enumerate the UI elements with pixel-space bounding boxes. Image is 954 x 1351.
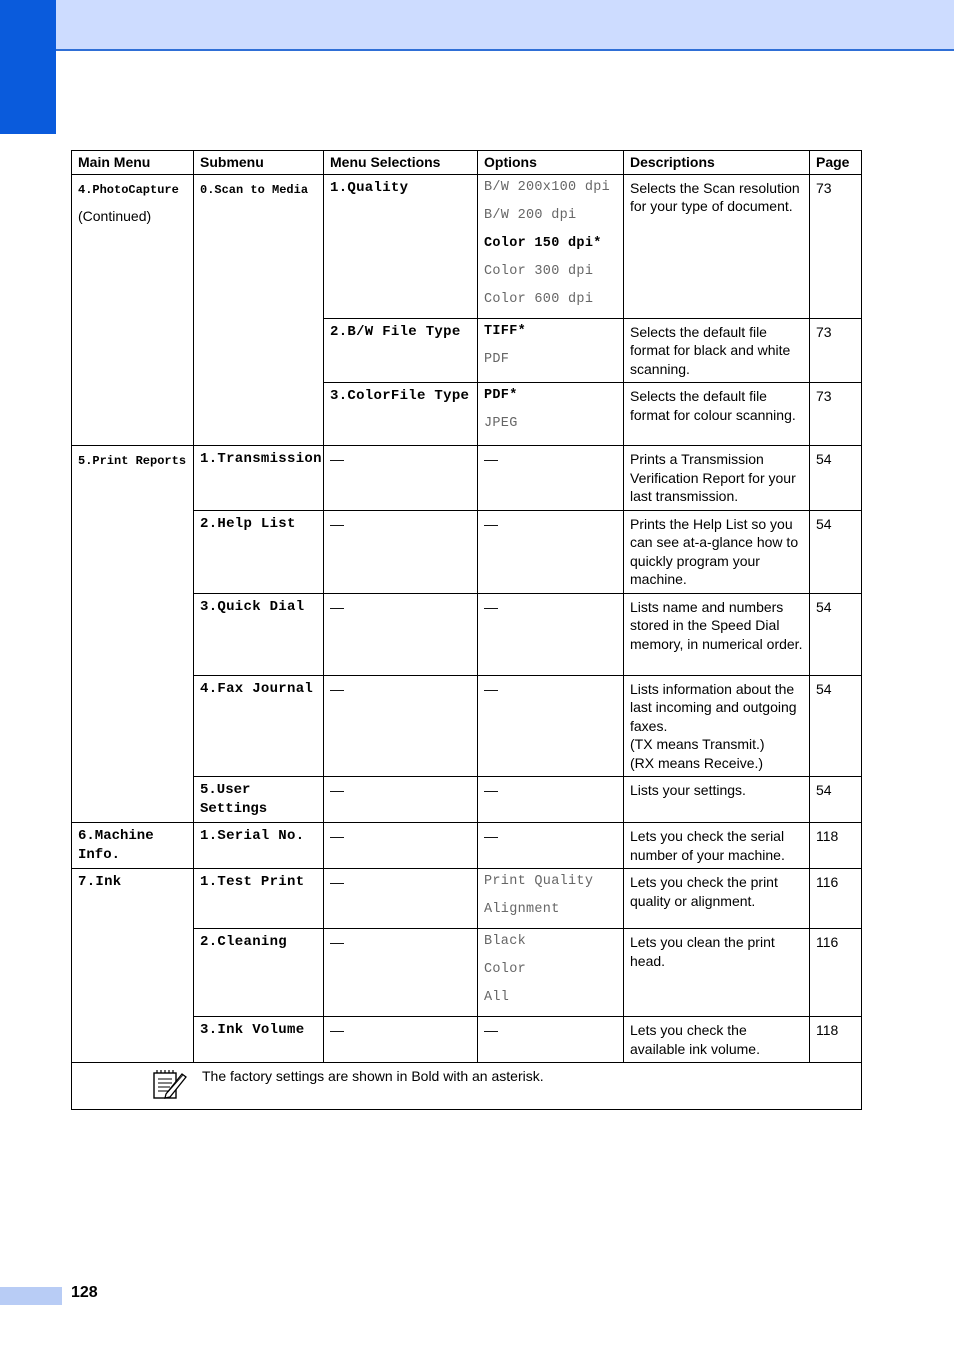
description-cell: Lets you check the print quality or alignment.	[624, 869, 810, 929]
table-header-row	[72, 151, 862, 175]
selection-cell: —	[324, 869, 478, 929]
header-descriptions: Descriptions	[624, 151, 810, 175]
page-cell: 118	[810, 823, 862, 869]
description-text: (RX means Receive.)	[630, 754, 764, 771]
page-cell: 73	[810, 318, 862, 383]
submenu-label: 0.Scan to Media	[200, 182, 309, 197]
description-cell	[624, 675, 810, 777]
header-submenu: Submenu	[194, 151, 324, 175]
description-cell: Lists name and numbers stored in the Speed Dial memory, in numerical order.	[624, 593, 810, 675]
main-menu-cell: 7.Ink	[72, 869, 194, 1063]
selection-cell: —	[324, 510, 478, 593]
page-cell: 73	[810, 174, 862, 318]
description-cell: Lists your settings.	[624, 777, 810, 823]
submenu-cell: 4.Fax Journal	[194, 675, 324, 777]
options-cell	[478, 174, 624, 318]
table-row	[72, 823, 862, 869]
description-cell: Prints a Transmission Verification Report for your last transmission.	[624, 446, 810, 511]
option-item: PDF	[484, 351, 510, 367]
description-cell: Selects the default file format for black and white scanning.	[624, 318, 810, 383]
page-cell: 54	[810, 510, 862, 593]
description-cell: Lets you clean the print head.	[624, 929, 810, 1017]
options-cell: —	[478, 446, 624, 511]
selection-cell: —	[324, 823, 478, 869]
option-item: Alignment	[484, 902, 560, 917]
header-menu-selections: Menu Selections	[324, 151, 478, 175]
options-cell	[478, 318, 624, 383]
page-cell: 73	[810, 383, 862, 446]
page-cell: 54	[810, 675, 862, 777]
header-main-menu: Main Menu	[72, 151, 194, 175]
menu-table	[71, 150, 862, 1110]
main-menu-label: 4.PhotoCapture	[78, 182, 179, 197]
table-row	[72, 174, 862, 318]
header-options: Options	[478, 151, 624, 175]
note-cell	[72, 1063, 862, 1110]
options-cell	[478, 929, 624, 1017]
description-cell: Lets you check the available ink volume.	[624, 1017, 810, 1063]
page-number: 128	[71, 1284, 98, 1301]
submenu-cell: 5.User Settings	[194, 777, 324, 823]
option-item: B/W 200 dpi	[484, 207, 577, 223]
page-cell: 54	[810, 446, 862, 511]
main-menu-cell: 6.Machine Info.	[72, 823, 194, 869]
option-item: Color 300 dpi	[484, 263, 594, 279]
main-menu-label: 5.Print Reports	[78, 454, 187, 468]
note-text: The factory settings are shown in Bold with an asterisk.	[202, 1068, 544, 1084]
option-item: Black	[484, 934, 527, 949]
options-cell	[478, 383, 624, 446]
description-text: (TX means Transmit.)	[630, 736, 765, 752]
submenu-cell: 1.Transmission	[194, 446, 324, 511]
main-menu-cell	[72, 446, 194, 823]
table-row	[72, 446, 862, 511]
submenu-cell: 2.Help List	[194, 510, 324, 593]
submenu-cell	[194, 174, 324, 446]
note-pad-icon	[152, 1068, 188, 1105]
page-cell: 116	[810, 929, 862, 1017]
option-item-default: Color 150 dpi*	[484, 235, 602, 251]
page-cell: 118	[810, 1017, 862, 1063]
selection-cell: —	[324, 777, 478, 823]
selection-cell: —	[324, 446, 478, 511]
submenu-cell: 1.Test Print	[194, 869, 324, 929]
description-cell: Selects the default file format for colour scanning.	[624, 383, 810, 446]
options-cell: —	[478, 823, 624, 869]
footer-band	[0, 1287, 62, 1305]
option-item-default: TIFF*	[484, 323, 527, 339]
submenu-cell: 3.Ink Volume	[194, 1017, 324, 1063]
chapter-tab	[0, 0, 56, 134]
option-item: Color 600 dpi	[484, 291, 594, 307]
options-cell	[478, 869, 624, 929]
selection-cell: —	[324, 593, 478, 675]
description-text: Lists information about the last incoming and outgoing faxes.	[630, 680, 797, 734]
header-page: Page	[810, 151, 862, 175]
page-cell: 54	[810, 777, 862, 823]
options-cell: —	[478, 777, 624, 823]
option-item-default: PDF*	[484, 388, 518, 403]
submenu-cell: 2.Cleaning	[194, 929, 324, 1017]
page-cell: 116	[810, 869, 862, 929]
selection-cell: —	[324, 1017, 478, 1063]
options-cell: —	[478, 1017, 624, 1063]
selection-cell: —	[324, 929, 478, 1017]
option-item: All	[484, 990, 510, 1005]
option-item: Color	[484, 962, 527, 977]
continued-label: (Continued)	[78, 208, 152, 224]
selection-cell: 1.Quality	[324, 174, 478, 318]
description-cell: Lets you check the serial number of your machine.	[624, 823, 810, 869]
option-item: B/W 200x100 dpi	[484, 179, 611, 195]
submenu-cell: 1.Serial No.	[194, 823, 324, 869]
selection-cell: —	[324, 675, 478, 777]
page-cell: 54	[810, 593, 862, 675]
option-item: Print Quality	[484, 874, 594, 889]
table-row	[72, 869, 862, 929]
options-cell: —	[478, 675, 624, 777]
header-band	[0, 0, 954, 51]
option-item: JPEG	[484, 416, 518, 431]
description-cell: Selects the Scan resolution for your type of document.	[624, 174, 810, 318]
selection-cell: 3.ColorFile Type	[324, 383, 478, 446]
submenu-cell: 3.Quick Dial	[194, 593, 324, 675]
note-row	[72, 1063, 862, 1110]
options-cell: —	[478, 510, 624, 593]
selection-cell: 2.B/W File Type	[324, 318, 478, 383]
options-cell: —	[478, 593, 624, 675]
main-menu-cell	[72, 174, 194, 446]
description-cell: Prints the Help List so you can see at-a-glance how to quickly program your machine.	[624, 510, 810, 593]
